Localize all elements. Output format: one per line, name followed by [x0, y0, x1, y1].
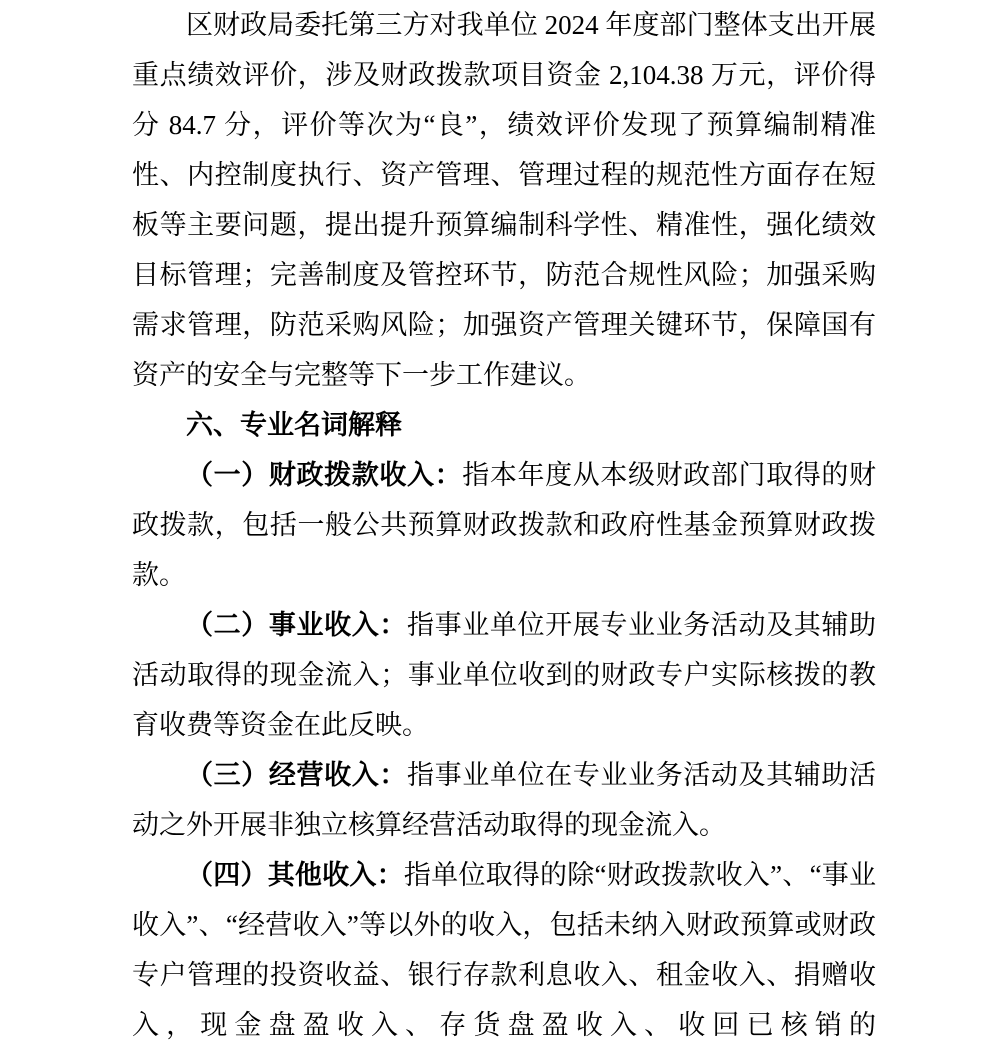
- term-lead-fiscal-appropriation-income: （一）财政拨款收入：: [186, 460, 463, 490]
- term-paragraph-other-income: [132, 850, 876, 1050]
- term-paragraph-fiscal-appropriation-income: [132, 450, 876, 600]
- term-lead-business-income: （三）经营收入：: [186, 760, 407, 790]
- term-definition-institution-income: 指事业单位开展专业业务活动及其辅助活动取得的现金流入；事业单位收到的财政专户实际核拨的教育收费等资金在此反映。: [132, 610, 876, 740]
- term-definition-business-income: 指事业单位在专业业务活动及其辅助活动之外开展非独立核算经营活动取得的现金流入。: [132, 760, 876, 840]
- term-paragraph-business-income: [132, 750, 876, 850]
- document-page: [132, 0, 876, 1050]
- term-definition-other-income: 指单位取得的除“财政拨款收入”、“事业收入”、“经营收入”等以外的收入，包括未纳入财政预算或财政专户管理的投资收益、银行存款利息收入、租金收入、捐赠收入，现金盘盈收入、存货盘盈收入、收回已核销的: [132, 860, 877, 1040]
- term-lead-other-income: （四）其他收入：: [186, 860, 404, 890]
- term-paragraph-operating-income-of-institution: [132, 600, 876, 750]
- terms-section-heading: 六、专业名词解释: [186, 410, 402, 440]
- overview-paragraph: 区财政局委托第三方对我单位 2024 年度部门整体支出开展重点绩效评价，涉及财政拨款项目资金 2,104.38 万元，评价得分 84.7 分，评价等次为“良”，绩效评价发现了预算编制精准性、内控制度执行、资产管理、管理过程的规范性方面存在短板等主要问题，提出提升预算编制科学性、精准性，强化绩效目标管理；完善制度及管控环节，防范合规性风险；加强采购需求管理，防范采购风险；加强资产管理关键环节，保障国有资产的安全与完整等下一步工作建议。: [132, 10, 876, 390]
- term-lead-institution-income: （二）事业收入：: [186, 610, 407, 640]
- term-definition-fiscal-appropriation-income: 指本年度从本级财政部门取得的财政拨款，包括一般公共预算财政拨款和政府性基金预算财政拨款。: [132, 460, 876, 590]
